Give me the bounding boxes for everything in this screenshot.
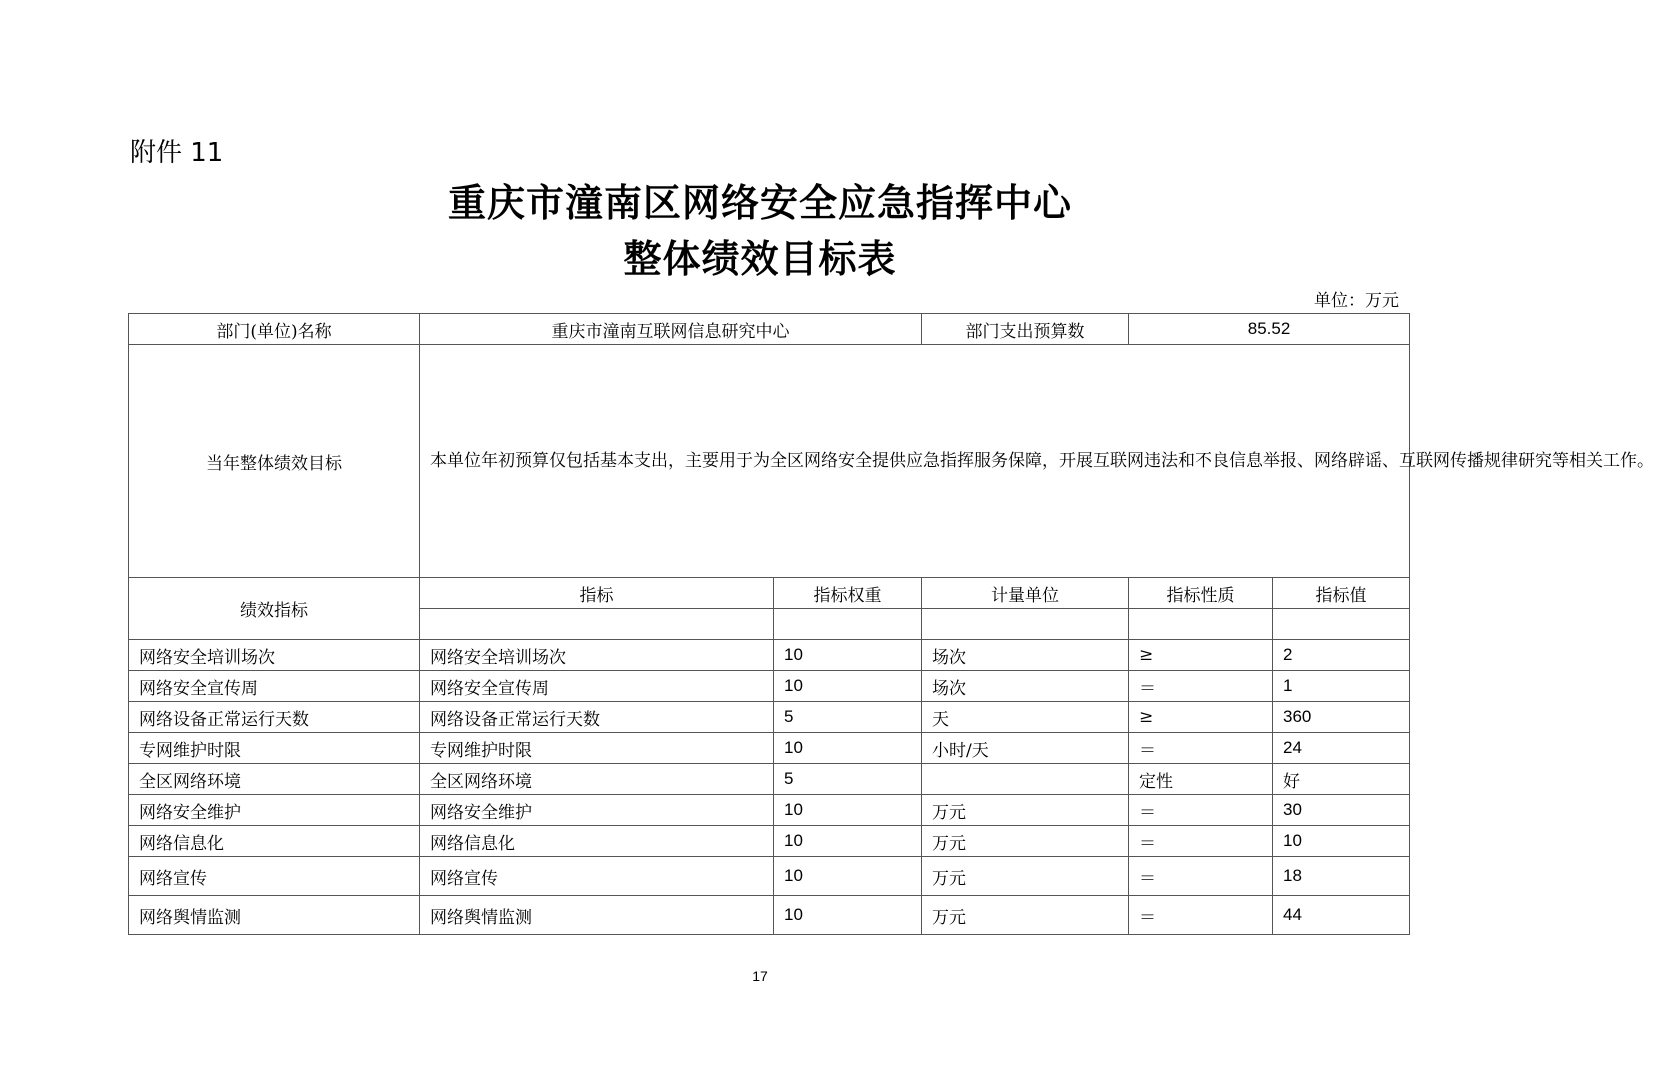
table-row — [129, 702, 1410, 733]
goal-row — [129, 345, 1410, 578]
row-indicator: 网络安全维护 — [420, 795, 774, 826]
table-row — [129, 826, 1410, 857]
page-title-line2: 整体绩效目标表 — [623, 236, 897, 281]
row-category: 网络舆情监测 — [129, 896, 420, 935]
row-value: 好 — [1273, 764, 1410, 795]
row-nature: ＝ — [1129, 896, 1273, 935]
table-row — [129, 896, 1410, 935]
col-indicator-header: 指标 — [420, 578, 774, 609]
row-nature: ≥ — [1129, 702, 1273, 733]
header-row — [129, 314, 1410, 345]
row-nature: ＝ — [1129, 795, 1273, 826]
goal-text: 本单位年初预算仅包括基本支出，主要用于为全区网络安全提供应急指挥服务保障，开展互联网违法和不良信息举报、网络辟谣、互联网传播规律研究等相关工作。 — [420, 345, 1410, 578]
row-unit: 万元 — [922, 857, 1129, 896]
blank-cell — [1129, 609, 1273, 640]
row-unit — [922, 764, 1129, 795]
table-row — [129, 857, 1410, 896]
budget-label: 部门支出预算数 — [922, 314, 1129, 345]
table-row — [129, 764, 1410, 795]
col-weight-header: 指标权重 — [774, 578, 922, 609]
row-weight: 10 — [774, 857, 922, 896]
row-weight: 10 — [774, 826, 922, 857]
row-unit: 场次 — [922, 640, 1129, 671]
table-row — [129, 671, 1410, 702]
row-weight: 10 — [774, 671, 922, 702]
row-weight: 10 — [774, 733, 922, 764]
row-category: 网络宣传 — [129, 857, 420, 896]
row-indicator: 网络安全宣传周 — [420, 671, 774, 702]
row-weight: 5 — [774, 764, 922, 795]
table-row — [129, 640, 1410, 671]
indicator-header-row — [129, 578, 1410, 609]
attachment-label: 附件 11 — [130, 138, 224, 168]
row-category: 网络设备正常运行天数 — [129, 702, 420, 733]
row-category: 网络安全宣传周 — [129, 671, 420, 702]
col-value-header: 指标值 — [1273, 578, 1410, 609]
row-category: 网络信息化 — [129, 826, 420, 857]
row-unit: 万元 — [922, 795, 1129, 826]
indicators-label: 绩效指标 — [129, 578, 420, 640]
row-indicator: 专网维护时限 — [420, 733, 774, 764]
blank-cell — [1273, 609, 1410, 640]
page-number: 17 — [752, 968, 768, 984]
unit-label: 单位：万元 — [1314, 291, 1399, 311]
row-category: 网络安全维护 — [129, 795, 420, 826]
dept-label: 部门(单位)名称 — [129, 314, 420, 345]
row-value: 18 — [1273, 857, 1410, 896]
blank-cell — [420, 609, 774, 640]
row-value: 24 — [1273, 733, 1410, 764]
goal-label: 当年整体绩效目标 — [129, 345, 420, 578]
row-weight: 10 — [774, 795, 922, 826]
performance-table — [128, 313, 1654, 935]
row-indicator: 网络安全培训场次 — [420, 640, 774, 671]
row-weight: 10 — [774, 896, 922, 935]
row-value: 30 — [1273, 795, 1410, 826]
row-unit: 小时/天 — [922, 733, 1129, 764]
row-indicator: 网络宣传 — [420, 857, 774, 896]
row-value: 1 — [1273, 671, 1410, 702]
row-value: 44 — [1273, 896, 1410, 935]
table-row — [129, 795, 1410, 826]
row-indicator: 网络信息化 — [420, 826, 774, 857]
row-indicator: 全区网络环境 — [420, 764, 774, 795]
row-weight: 10 — [774, 640, 922, 671]
col-unit-header: 计量单位 — [922, 578, 1129, 609]
row-value: 10 — [1273, 826, 1410, 857]
col-nature-header: 指标性质 — [1129, 578, 1273, 609]
row-indicator: 网络舆情监测 — [420, 896, 774, 935]
row-value: 2 — [1273, 640, 1410, 671]
row-nature: ＝ — [1129, 826, 1273, 857]
dept-value: 重庆市潼南互联网信息研究中心 — [420, 314, 922, 345]
blank-cell — [922, 609, 1129, 640]
row-indicator: 网络设备正常运行天数 — [420, 702, 774, 733]
row-nature: 定性 — [1129, 764, 1273, 795]
row-category: 专网维护时限 — [129, 733, 420, 764]
row-unit: 万元 — [922, 826, 1129, 857]
row-category: 全区网络环境 — [129, 764, 420, 795]
row-nature: ≥ — [1129, 640, 1273, 671]
row-value: 360 — [1273, 702, 1410, 733]
row-unit: 万元 — [922, 896, 1129, 935]
table-row — [129, 733, 1410, 764]
row-nature: ＝ — [1129, 733, 1273, 764]
blank-cell — [774, 609, 922, 640]
budget-value: 85.52 — [1129, 314, 1410, 345]
row-weight: 5 — [774, 702, 922, 733]
row-nature: ＝ — [1129, 671, 1273, 702]
row-unit: 场次 — [922, 671, 1129, 702]
row-nature: ＝ — [1129, 857, 1273, 896]
row-unit: 天 — [922, 702, 1129, 733]
page-title-line1: 重庆市潼南区网络安全应急指挥中心 — [447, 180, 1072, 225]
row-category: 网络安全培训场次 — [129, 640, 420, 671]
